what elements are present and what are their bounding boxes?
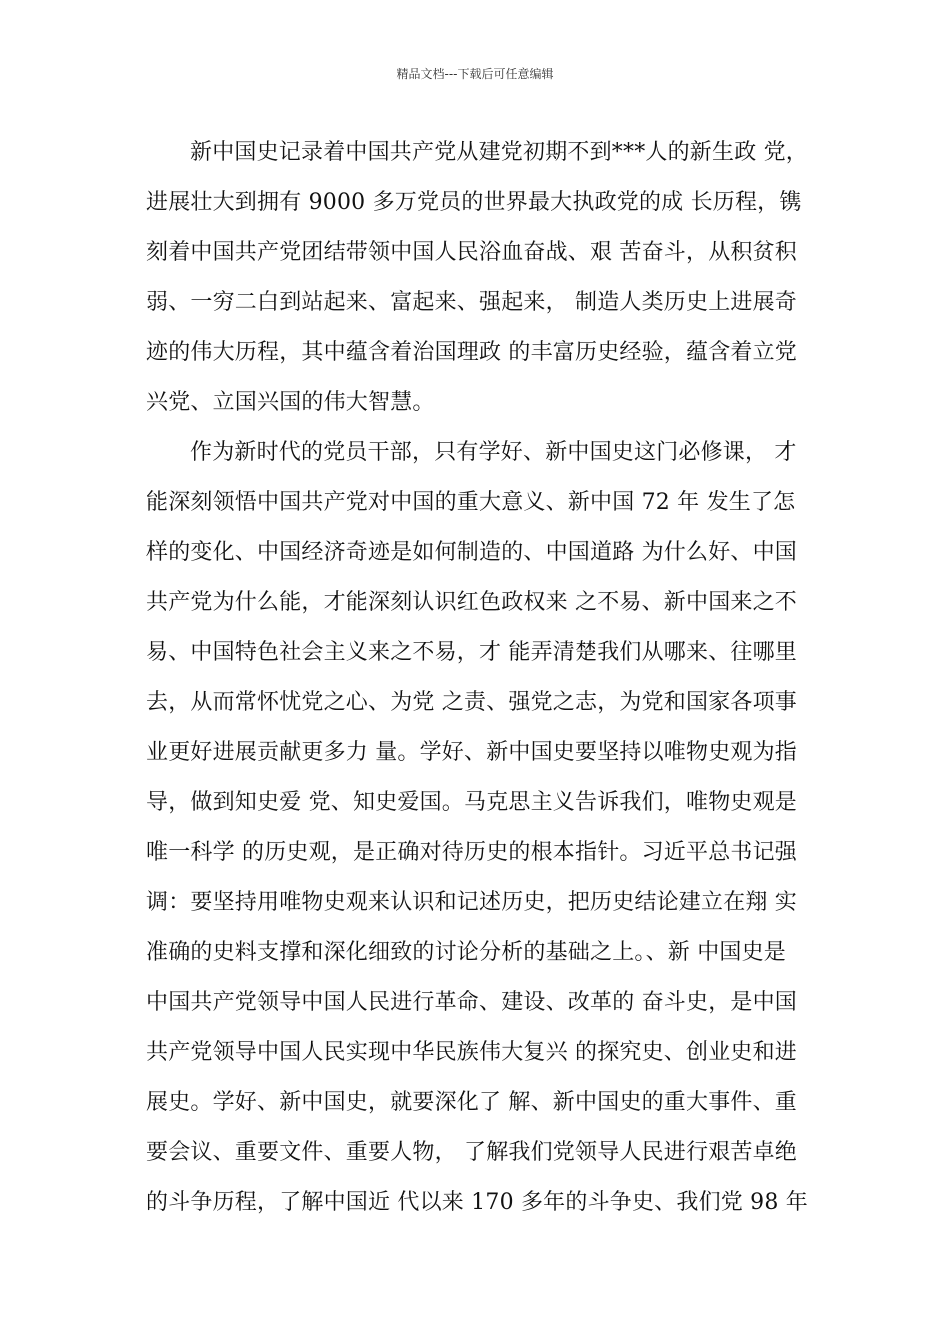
text-line: 作为新时代的党员干部，只有学好、新中国史这门必修课， 才 [190,440,797,465]
document-body [146,128,810,1228]
text-line: 迹的伟大历程，其中蕴含着治国理政 的丰富历史经验，蕴含着立党 [146,340,797,365]
page-header: 精品文档---下载后可任意编辑 [396,67,554,81]
text-line: 导，做到知史爱 党、知史爱国。马克思主义告诉我们，唯物史观是 [146,790,797,815]
text-line: 新中国史记录着中国共产党从建党初期不到***人的新生政 党， [190,140,808,165]
text-line: 样的变化、中国经济奇迹是如何制造的、中国道路 为什么好、中国 [146,540,797,565]
text-line: 业更好进展贡献更多力 量。学好、新中国史要坚持以唯物史观为指 [146,740,797,765]
text-line: 共产党领导中国人民实现中华民族伟大复兴 的探究史、创业史和进 [146,1040,797,1065]
text-line: 中国共产党领导中国人民进行革命、建设、改革的 奋斗史，是中国 [146,990,797,1015]
text-line: 兴党、立国兴国的伟大智慧。 [146,390,435,415]
text-line: 调：要坚持用唯物史观来认识和记述历史，把历史结论建立在翔 实 [146,890,797,915]
text-line: 的斗争历程，了解中国近 代以来 170 多年的斗争史、我们党 98 年 [146,1190,808,1215]
text-line: 能深刻领悟中国共产党对中国的重大意义、新中国 72 年 发生了怎 [146,490,796,515]
text-line: 进展壮大到拥有 9000 多万党员的世界最大执政党的成 长历程，镌 [146,190,802,215]
text-line: 弱、一穷二白到站起来、富起来、强起来， 制造人类历史上进展奇 [146,290,797,315]
text-line: 易、中国特色社会主义来之不易，才 能弄清楚我们从哪来、往哪里 [146,640,797,665]
text-line: 要会议、重要文件、重要人物， 了解我们党领导人民进行艰苦卓绝 [146,1140,797,1165]
paragraph-1 [146,128,810,428]
paragraph-2 [146,428,810,1228]
text-line: 去，从而常怀忧党之心、为党 之责、强党之志，为党和国家各项事 [146,690,797,715]
text-line: 共产党为什么能，才能深刻认识红色政权来 之不易、新中国来之不 [146,590,797,615]
text-line: 唯一科学 的历史观，是正确对待历史的根本指针。习近平总书记强 [146,840,797,865]
text-line: 刻着中国共产党团结带领中国人民浴血奋战、艰 苦奋斗，从积贫积 [146,240,797,265]
text-line: 准确的史料支撑和深化细致的讨论分析的基础之上。、新 中国史是 [146,940,786,965]
text-line: 展史。学好、新中国史，就要深化了 解、新中国史的重大事件、重 [146,1090,797,1115]
